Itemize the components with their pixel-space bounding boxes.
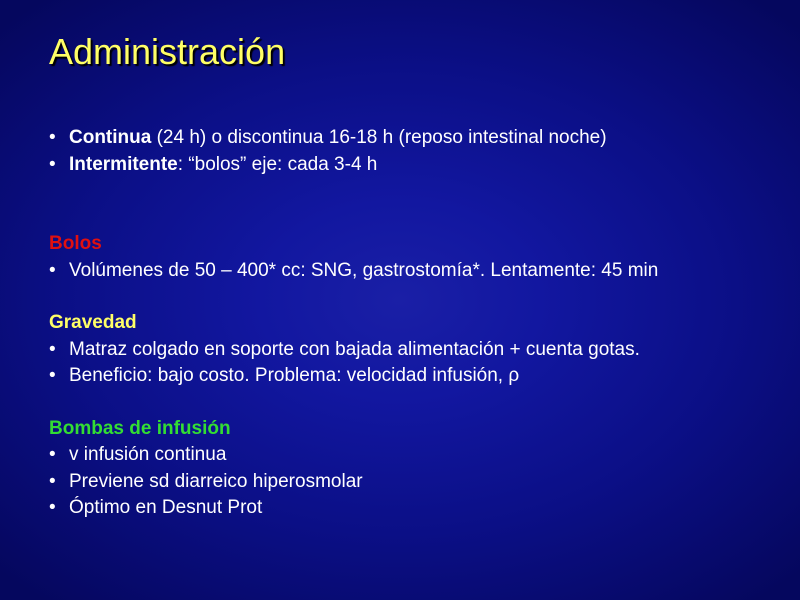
slide-title: Administración — [49, 31, 286, 72]
bullet-item-bombas-optimo — [49, 495, 739, 522]
section-heading-bombas: Bombas de infusión — [49, 417, 231, 439]
bullet-item-text: (24 h) o discontinua 16-18 h (reposo intestinal noche) — [151, 127, 607, 148]
section-heading-gravedad: Gravedad — [49, 312, 137, 333]
bullet-marker: • — [49, 365, 56, 386]
bullet-item-continua — [49, 125, 739, 152]
bullet-item-gravedad-beneficio — [49, 363, 739, 390]
bullet-marker: • — [49, 470, 56, 492]
bullet-marker: • — [49, 497, 56, 518]
spacer — [49, 284, 739, 310]
section-heading-bolos: Bolos — [49, 233, 102, 254]
bullet-item-gravedad-matraz — [49, 337, 739, 364]
bullet-item-text: Volúmenes de 50 – 400* cc: SNG, gastrostomía*. Lentamente: 45 min — [69, 259, 659, 281]
bullet-item-intermitente — [49, 152, 739, 179]
bullet-item-text: Matraz colgado en soporte con bajada alimentación + cuenta gotas. — [69, 338, 640, 360]
bullet-item-term: Continua — [69, 127, 152, 148]
bullet-item-text: Óptimo en Desnut Prot — [69, 497, 263, 518]
bullet-marker: • — [49, 153, 56, 175]
bullet-item-text: Previene sd diarreico hiperosmolar — [69, 470, 363, 492]
bullet-item-bombas-previene — [49, 469, 739, 496]
spacer — [49, 390, 739, 416]
bullet-marker: • — [49, 259, 56, 281]
bullet-item-text: Beneficio: bajo costo. Problema: velocidad infusión, ρ — [69, 365, 520, 386]
spacer — [49, 178, 739, 231]
bullet-item-text: v infusión continua — [69, 444, 227, 465]
bullet-item-text: : “bolos” eje: cada 3-4 h — [177, 153, 378, 175]
bullet-marker: • — [49, 127, 56, 148]
bullet-item-bolos — [49, 258, 739, 285]
slide-body — [49, 125, 739, 522]
bullet-item-bombas-continua — [49, 442, 739, 469]
bullet-marker: • — [49, 338, 56, 360]
bullet-marker: • — [49, 444, 56, 465]
bullet-item-term: Intermitente — [69, 153, 178, 175]
